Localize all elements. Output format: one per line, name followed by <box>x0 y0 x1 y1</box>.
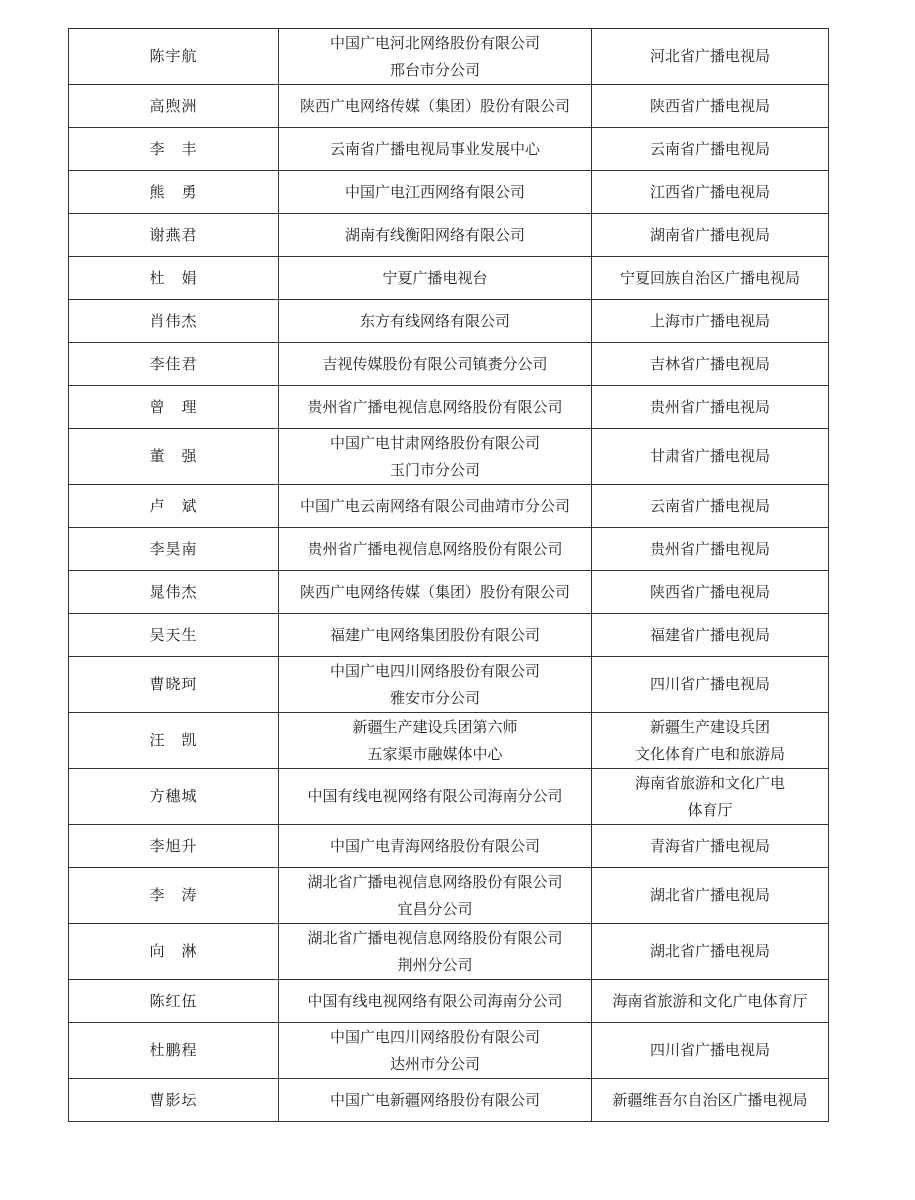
recommending-dept-line: 甘肃省广播电视局 <box>649 447 770 465</box>
recommending-dept-cell <box>592 924 829 980</box>
person-name: 肖伟杰 <box>69 300 279 343</box>
work-unit-cell <box>279 429 592 485</box>
recommending-dept-cell <box>592 29 829 85</box>
table-row <box>69 85 829 128</box>
work-unit-line: 陕西广电网络传媒（集团）股份有限公司 <box>299 96 570 115</box>
recommending-dept-line: 青海省广播电视局 <box>649 836 770 855</box>
recommending-dept-line: 湖北省广播电视局 <box>649 886 770 904</box>
table-row <box>69 343 829 386</box>
recommending-dept-cell <box>592 528 829 571</box>
recommending-dept-line: 贵州省广播电视局 <box>649 397 770 416</box>
table-row <box>69 300 829 343</box>
person-name: 曾 理 <box>69 386 279 429</box>
work-unit-cell <box>279 825 592 868</box>
work-unit-cell <box>279 85 592 128</box>
work-unit-line: 中国广电云南网络有限公司曲靖市分公司 <box>299 496 570 515</box>
recommending-dept-line: 贵州省广播电视局 <box>649 539 770 558</box>
award-list-table <box>68 28 829 1122</box>
recommending-dept-cell <box>592 868 829 924</box>
work-unit-cell <box>279 657 592 713</box>
work-unit-cell <box>279 128 592 171</box>
recommending-dept-line: 新疆生产建设兵团 <box>649 717 770 736</box>
table-row <box>69 257 829 300</box>
recommending-dept-cell <box>592 614 829 657</box>
work-unit-line: 东方有线网络有限公司 <box>359 311 510 330</box>
work-unit-cell <box>279 528 592 571</box>
table-row <box>69 1023 829 1079</box>
work-unit-cell <box>279 485 592 528</box>
work-unit-cell <box>279 257 592 300</box>
recommending-dept-cell <box>592 1079 829 1122</box>
work-unit-line: 中国广电河北网络股份有限公司 <box>329 33 540 52</box>
table-row <box>69 214 829 257</box>
recommending-dept-line: 上海市广播电视局 <box>649 311 770 330</box>
recommending-dept-cell <box>592 1023 829 1079</box>
table-row <box>69 1079 829 1122</box>
person-name: 曹晓珂 <box>69 657 279 713</box>
person-name: 李昊南 <box>69 528 279 571</box>
work-unit-line: 吉视传媒股份有限公司镇赉分公司 <box>322 354 548 373</box>
person-name: 汪 凯 <box>69 713 279 769</box>
work-unit-cell <box>279 214 592 257</box>
table-row <box>69 571 829 614</box>
person-name: 方穗城 <box>69 769 279 825</box>
recommending-dept-line: 吉林省广播电视局 <box>649 354 770 373</box>
work-unit-line: 福建广电网络集团股份有限公司 <box>329 625 540 644</box>
recommending-dept-line: 海南省旅游和文化广电体育厅 <box>612 991 808 1010</box>
person-name: 卢 斌 <box>69 485 279 528</box>
work-unit-cell <box>279 868 592 924</box>
person-name: 吴天生 <box>69 614 279 657</box>
table-row <box>69 429 829 485</box>
recommending-dept-line: 云南省广播电视局 <box>649 496 770 515</box>
work-unit-cell <box>279 171 592 214</box>
person-name: 曹影坛 <box>69 1079 279 1122</box>
person-name: 杜鹏程 <box>69 1023 279 1079</box>
table-row <box>69 485 829 528</box>
recommending-dept-line: 福建省广播电视局 <box>649 625 770 644</box>
recommending-dept-line: 四川省广播电视局 <box>649 675 770 693</box>
work-unit-line: 宁夏广播电视台 <box>382 268 488 287</box>
recommending-dept-line: 新疆维吾尔自治区广播电视局 <box>612 1090 808 1109</box>
table-row <box>69 769 829 825</box>
work-unit-line: 中国广电四川网络股份有限公司 <box>329 1027 540 1046</box>
person-name: 李 丰 <box>69 128 279 171</box>
work-unit-line: 邢台市分公司 <box>389 60 480 79</box>
person-name: 陈宇航 <box>69 29 279 85</box>
recommending-dept-cell <box>592 257 829 300</box>
work-unit-cell <box>279 1079 592 1122</box>
person-name: 向 淋 <box>69 924 279 980</box>
recommending-dept-line: 陕西省广播电视局 <box>649 96 770 115</box>
recommending-dept-line: 湖南省广播电视局 <box>649 225 770 244</box>
person-name: 高煦洲 <box>69 85 279 128</box>
table-row <box>69 924 829 980</box>
recommending-dept-cell <box>592 825 829 868</box>
person-name: 李旭升 <box>69 825 279 868</box>
work-unit-cell <box>279 924 592 980</box>
work-unit-line: 新疆生产建设兵团第六师 <box>352 717 518 736</box>
table-row <box>69 713 829 769</box>
recommending-dept-line: 文化体育广电和旅游局 <box>634 744 785 763</box>
work-unit-line: 湖北省广播电视信息网络股份有限公司 <box>307 872 563 891</box>
work-unit-line: 雅安市分公司 <box>389 688 480 707</box>
table-row <box>69 386 829 429</box>
work-unit-line: 湖北省广播电视信息网络股份有限公司 <box>307 928 563 947</box>
work-unit-line: 贵州省广播电视信息网络股份有限公司 <box>307 397 563 416</box>
work-unit-line: 玉门市分公司 <box>389 460 480 479</box>
work-unit-cell <box>279 614 592 657</box>
recommending-dept-cell <box>592 343 829 386</box>
person-name: 陈红伍 <box>69 980 279 1023</box>
table-body <box>69 29 829 1122</box>
work-unit-line: 云南省广播电视局事业发展中心 <box>329 139 540 158</box>
person-name: 熊 勇 <box>69 171 279 214</box>
table-row <box>69 980 829 1023</box>
work-unit-line: 贵州省广播电视信息网络股份有限公司 <box>307 539 563 558</box>
table-row <box>69 868 829 924</box>
work-unit-cell <box>279 29 592 85</box>
work-unit-line: 中国有线电视网络有限公司海南分公司 <box>307 787 563 805</box>
recommending-dept-cell <box>592 85 829 128</box>
recommending-dept-line: 宁夏回族自治区广播电视局 <box>619 268 800 287</box>
work-unit-line: 中国广电四川网络股份有限公司 <box>329 661 540 680</box>
recommending-dept-cell <box>592 713 829 769</box>
recommending-dept-cell <box>592 980 829 1023</box>
recommending-dept-line: 云南省广播电视局 <box>649 139 770 158</box>
recommending-dept-cell <box>592 485 829 528</box>
recommending-dept-line: 海南省旅游和文化广电 <box>634 773 785 792</box>
work-unit-line: 中国广电江西网络有限公司 <box>344 182 525 201</box>
recommending-dept-cell <box>592 429 829 485</box>
work-unit-cell <box>279 343 592 386</box>
work-unit-line: 陕西广电网络传媒（集团）股份有限公司 <box>299 582 570 601</box>
work-unit-line: 中国广电青海网络股份有限公司 <box>329 836 540 855</box>
work-unit-line: 中国广电甘肃网络股份有限公司 <box>329 433 540 452</box>
recommending-dept-line: 陕西省广播电视局 <box>649 582 770 601</box>
table-row <box>69 128 829 171</box>
person-name: 杜 娟 <box>69 257 279 300</box>
work-unit-line: 中国广电新疆网络股份有限公司 <box>329 1090 540 1109</box>
recommending-dept-cell <box>592 769 829 825</box>
recommending-dept-cell <box>592 214 829 257</box>
work-unit-line: 荆州分公司 <box>397 955 473 974</box>
work-unit-line: 湖南有线衡阳网络有限公司 <box>344 225 525 244</box>
work-unit-line: 五家渠市融媒体中心 <box>367 744 503 763</box>
work-unit-cell <box>279 713 592 769</box>
table-row <box>69 528 829 571</box>
person-name: 李佳君 <box>69 343 279 386</box>
recommending-dept-line: 河北省广播电视局 <box>649 47 770 65</box>
recommending-dept-cell <box>592 300 829 343</box>
work-unit-cell <box>279 980 592 1023</box>
person-name: 晁伟杰 <box>69 571 279 614</box>
recommending-dept-cell <box>592 571 829 614</box>
table-row <box>69 657 829 713</box>
recommending-dept-cell <box>592 128 829 171</box>
recommending-dept-line: 江西省广播电视局 <box>649 182 770 201</box>
work-unit-line: 宜昌分公司 <box>397 899 473 918</box>
recommending-dept-cell <box>592 171 829 214</box>
work-unit-cell <box>279 386 592 429</box>
recommending-dept-line: 湖北省广播电视局 <box>649 942 770 960</box>
work-unit-cell <box>279 769 592 825</box>
work-unit-cell <box>279 571 592 614</box>
recommending-dept-line: 四川省广播电视局 <box>649 1041 770 1059</box>
recommending-dept-cell <box>592 386 829 429</box>
work-unit-cell <box>279 300 592 343</box>
table-row <box>69 171 829 214</box>
work-unit-line: 达州市分公司 <box>389 1054 480 1073</box>
table-row <box>69 825 829 868</box>
person-name: 李 涛 <box>69 868 279 924</box>
table-row <box>69 29 829 85</box>
work-unit-line: 中国有线电视网络有限公司海南分公司 <box>307 991 563 1010</box>
person-name: 董 强 <box>69 429 279 485</box>
recommending-dept-line: 体育厅 <box>687 800 733 819</box>
recommending-dept-cell <box>592 657 829 713</box>
work-unit-cell <box>279 1023 592 1079</box>
person-name: 谢燕君 <box>69 214 279 257</box>
table-row <box>69 614 829 657</box>
